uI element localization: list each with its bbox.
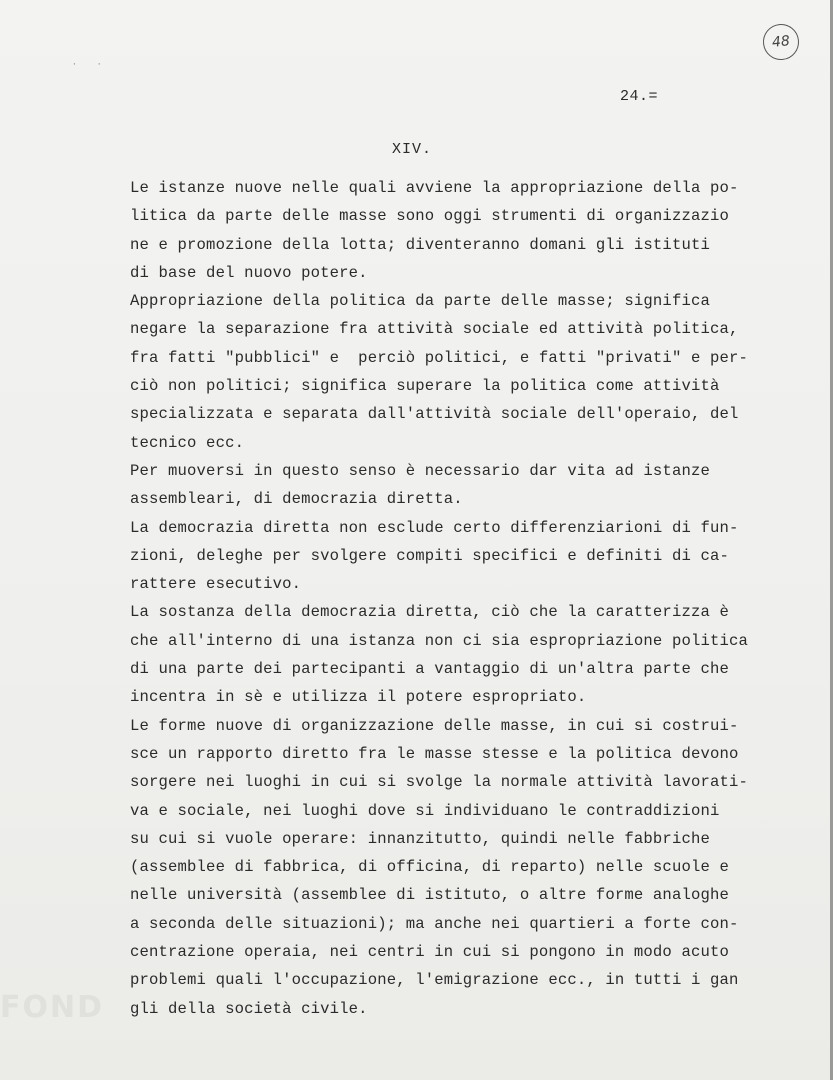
- archive-stamp: 48: [761, 22, 801, 62]
- text-line: di una parte dei partecipanti a vantaggio di un'altra parte che: [130, 660, 729, 679]
- text-line: zioni, deleghe per svolgere compiti specifici e definiti di ca-: [130, 546, 729, 565]
- text-line: a seconda delle situazioni); ma anche nei quartieri a forte con-: [130, 914, 739, 933]
- text-line: di base del nuovo potere.: [130, 263, 368, 282]
- text-line: centrazione operaia, nei centri in cui si pongono in modo acuto: [130, 943, 729, 962]
- text-line: tecnico ecc.: [130, 433, 245, 452]
- text-line: fra fatti "pubblici" e perciò politici, e fatti "privati" e per-: [130, 348, 749, 367]
- text-line: ne e promozione della lotta; diventeranno domani gli istituti: [130, 235, 710, 254]
- text-line: Per muoversi in questo senso è necessario dar vita ad istanze: [130, 461, 710, 480]
- text-line: La sostanza della democrazia diretta, ciò che la caratterizza è: [130, 603, 729, 622]
- text-line: litica da parte delle masse sono oggi strumenti di organizzazio: [130, 207, 729, 226]
- page-number: 24.=: [620, 88, 659, 105]
- text-line: Appropriazione della politica da parte delle masse; significa: [130, 292, 710, 311]
- text-line: negare la separazione fra attività sociale ed attività politica,: [130, 320, 739, 339]
- text-line: incentra in sè e utilizza il potere espropriato.: [130, 688, 587, 707]
- text-line: problemi quali l'occupazione, l'emigrazione ecc., in tutti i gan: [130, 971, 739, 990]
- text-line: ciò non politici; significa superare la politica come attività: [130, 377, 720, 396]
- archive-watermark: FOND: [0, 990, 105, 1025]
- chapter-heading: XIV.: [392, 141, 433, 158]
- text-line: Le forme nuove di organizzazione delle masse, in cui si costrui-: [130, 716, 739, 735]
- text-line: specializzata e separata dall'attività sociale dell'operaio, del: [130, 405, 739, 424]
- text-line: Le istanze nuove nelle quali avviene la appropriazione della po-: [130, 179, 739, 197]
- text-line: assembleari, di democrazia diretta.: [130, 490, 463, 509]
- text-line: (assemblee di fabbrica, di officina, di reparto) nelle scuole e: [130, 858, 729, 877]
- text-line: sorgere nei luoghi in cui si svolge la normale attività lavorati-: [130, 773, 749, 792]
- text-line: nelle università (assemblee di istituto, o altre forme analoghe: [130, 886, 729, 905]
- text-line: va e sociale, nei luoghi dove si individuano le contraddizioni: [130, 801, 720, 820]
- text-line: che all'interno di una istanza non ci sia espropriazione politica: [130, 631, 749, 650]
- text-line: gli della società civile.: [130, 999, 368, 1018]
- scan-specks: ··: [72, 60, 122, 69]
- text-line: La democrazia diretta non esclude certo differenziarioni di fun-: [130, 518, 739, 537]
- text-line: sce un rapporto diretto fra le masse stesse e la politica devono: [130, 744, 739, 763]
- text-line: rattere esecutivo.: [130, 575, 302, 594]
- text-line: su cui si vuole operare: innanzitutto, quindi nelle fabbriche: [130, 829, 710, 848]
- body-text: [130, 174, 770, 1023]
